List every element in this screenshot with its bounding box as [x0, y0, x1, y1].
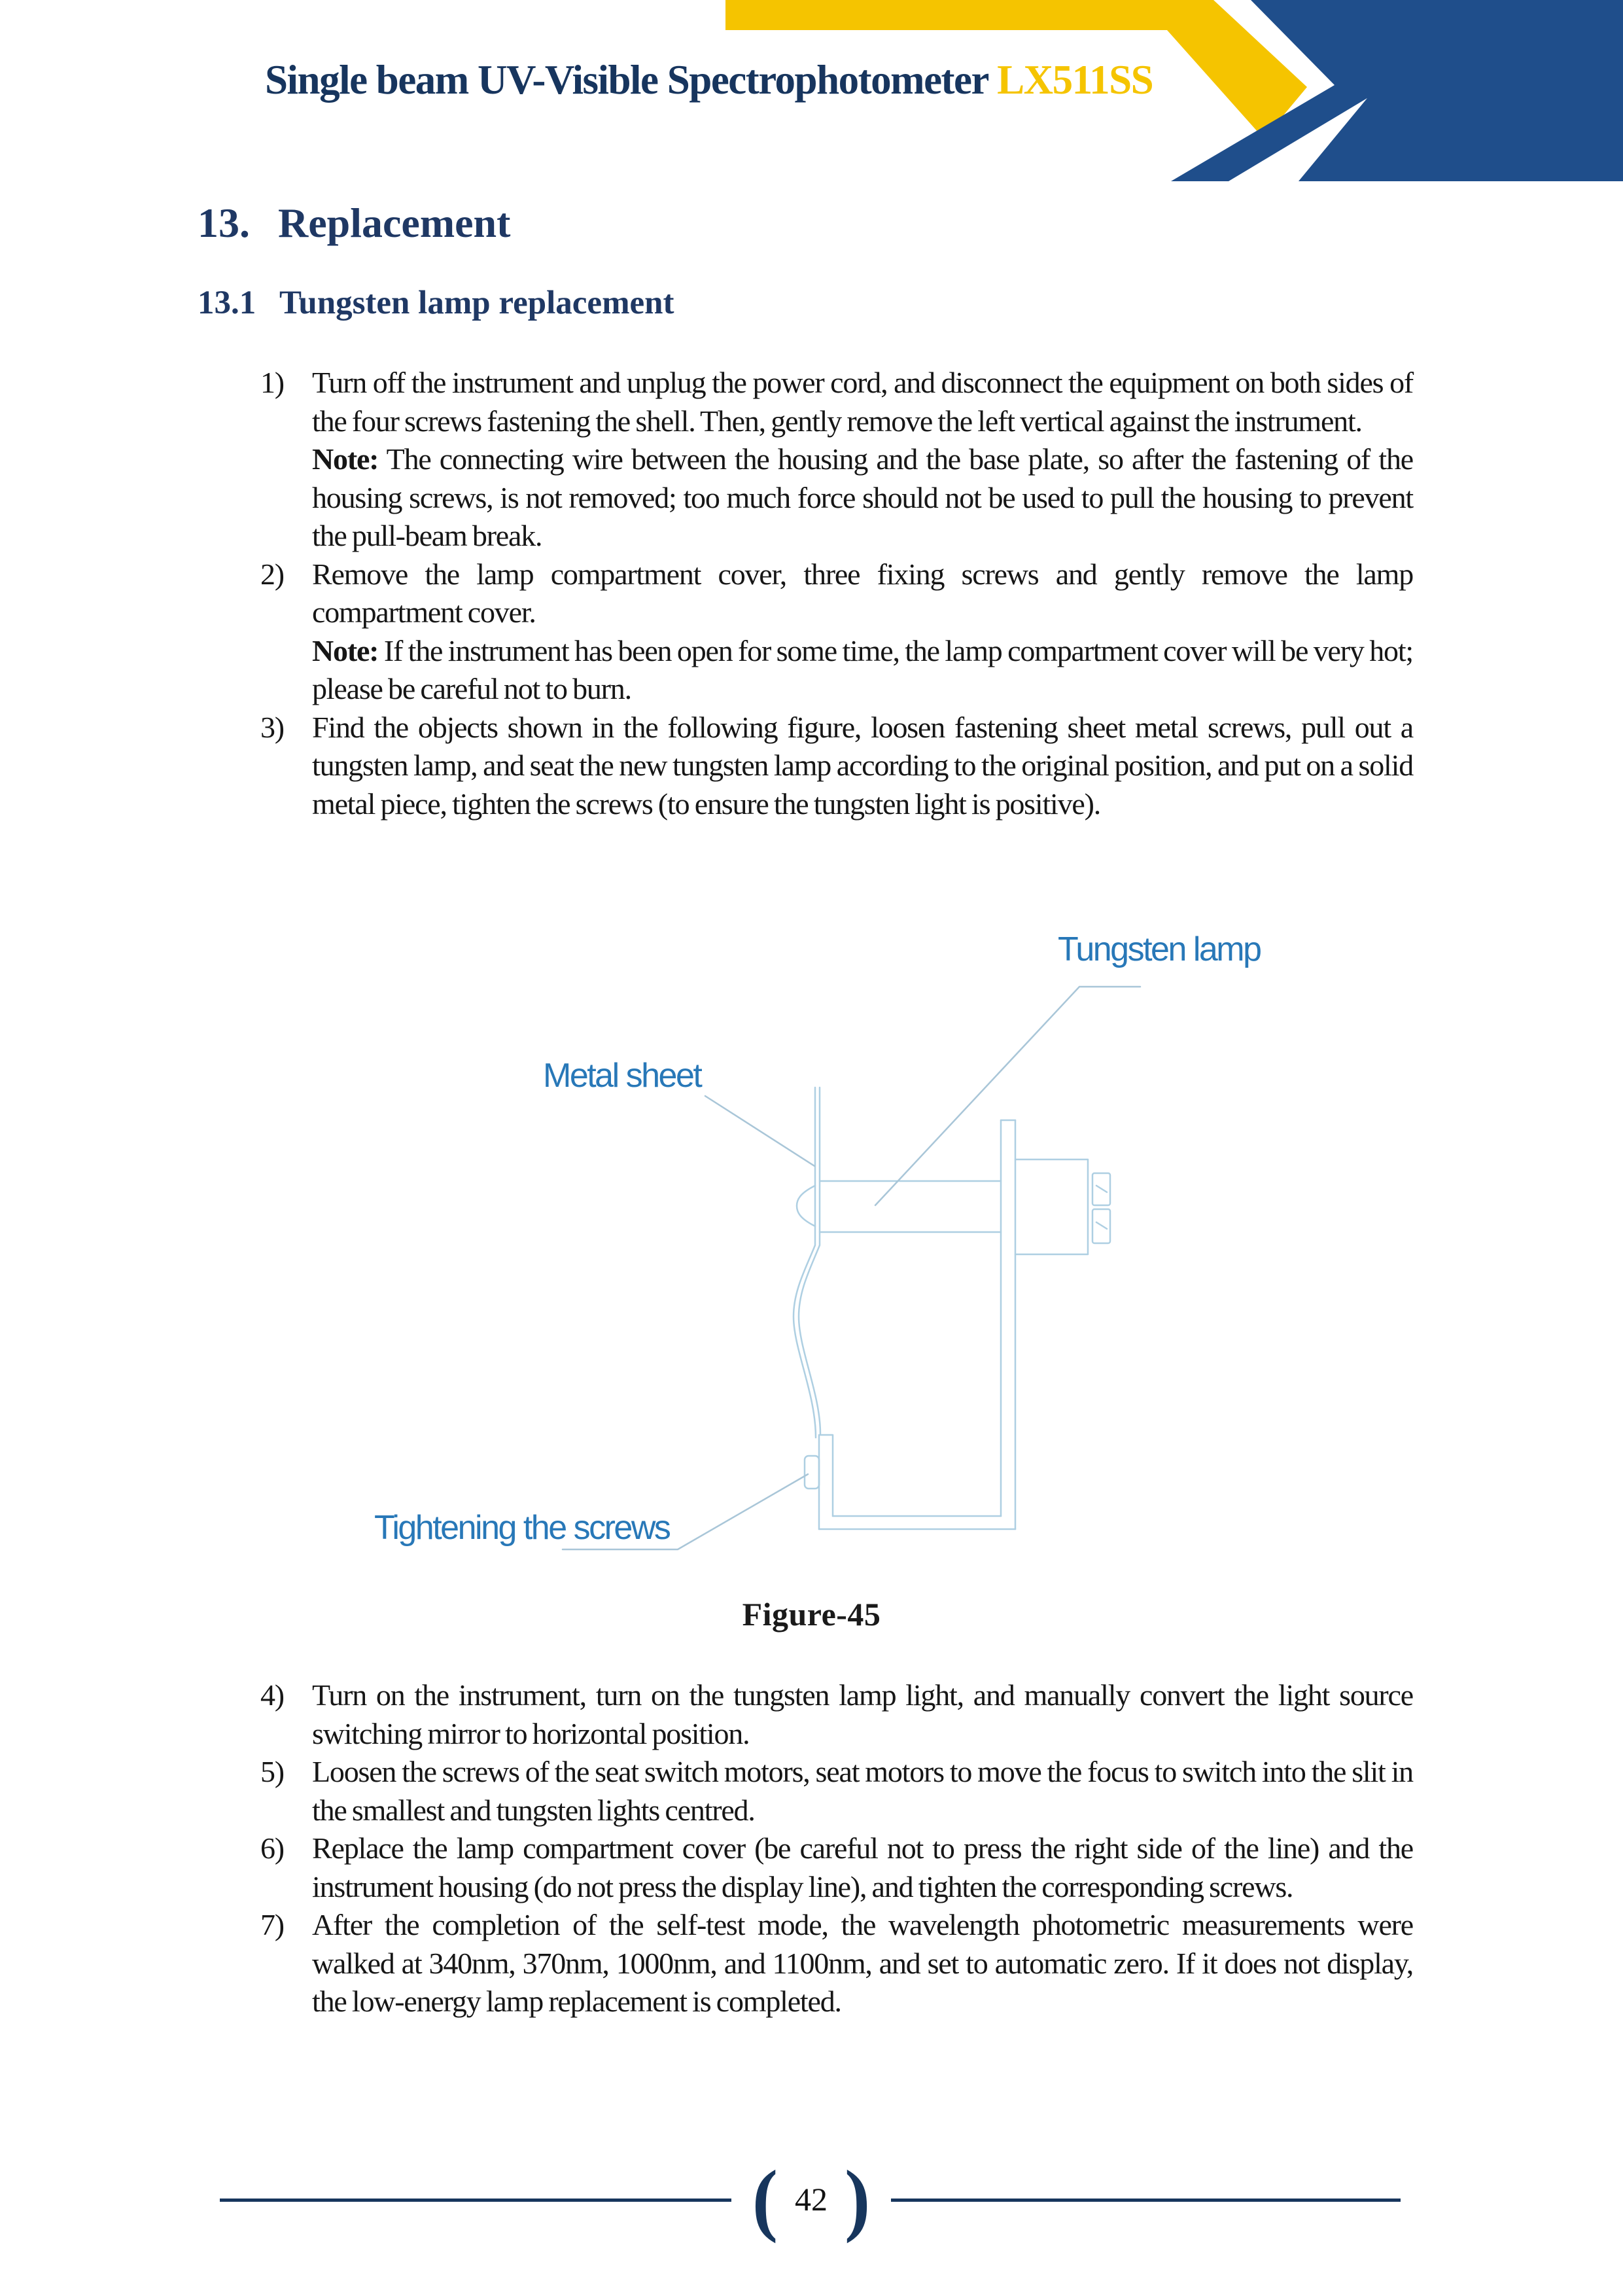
subsection-number: 13.1: [198, 285, 256, 321]
leader-metal-sheet: [705, 1096, 814, 1166]
list-item: [260, 556, 1413, 709]
page-number: 42: [795, 2181, 828, 2217]
list-item-body: [312, 556, 1413, 709]
list-item-marker: 2): [260, 557, 284, 591]
list-item-marker: 5): [260, 1755, 284, 1788]
list-item-marker: 3): [260, 710, 284, 744]
leader-tungsten-lamp: [875, 987, 1140, 1205]
page-number-open-bracket: (: [752, 2153, 778, 2244]
list-item-body: [312, 1753, 1413, 1829]
subsection-heading: [198, 284, 674, 322]
header-banner-decoration: [0, 0, 1623, 222]
list-item: [260, 1753, 1413, 1829]
list-item-note: [312, 632, 1413, 709]
screw-slot-marks: [1096, 1186, 1107, 1229]
note-text: The connecting wire between the housing and the base plate, so after the fastening of the housing screws, is not removed; too much force should not be used to pull the housing to prevent the pull-beam break.: [312, 442, 1413, 552]
metal-sheet-line-inner: [799, 1087, 820, 1434]
figure-label-tungsten-lamp: Tungsten lamp: [1058, 930, 1261, 968]
list-item-text: Replace the lamp compartment cover (be careful not to press the right side of the line) and the instrument housing (do not press the display line), and tighten the corresponding screws.: [312, 1831, 1413, 1903]
list-item-marker: 7): [260, 1908, 284, 1941]
fastening-screw: [805, 1456, 819, 1489]
list-item-text: Remove the lamp compartment cover, three fixing screws and gently remove the lamp compartment cover.: [312, 557, 1413, 629]
socket-screw-upper: [1092, 1173, 1110, 1205]
figure-label-tightening-screws: Tightening the screws: [374, 1509, 670, 1547]
note-label: Note:: [312, 442, 379, 476]
list-item-marker: 6): [260, 1831, 284, 1865]
figure-caption: Figure-45: [742, 1596, 881, 1633]
list-item-body: [312, 364, 1413, 556]
bracket-bottom-step: [819, 1435, 833, 1529]
socket-block: [1015, 1159, 1088, 1254]
list-item: [260, 364, 1413, 556]
socket-screw-lower: [1092, 1209, 1110, 1243]
section-number: 13.: [198, 200, 250, 246]
list-item-body: [312, 709, 1413, 824]
list-item-note: [312, 440, 1413, 556]
list-item-marker: 1): [260, 366, 284, 399]
leader-tightening-screws: [563, 1474, 808, 1549]
header-title: [265, 56, 1153, 104]
list-item: [260, 1906, 1413, 2021]
list-item: [260, 1829, 1413, 1906]
figure-label-metal-sheet: Metal sheet: [543, 1057, 701, 1095]
note-label: Note:: [312, 633, 379, 667]
list-item-marker: 4): [260, 1678, 284, 1712]
figure-drawing: [794, 1087, 1110, 1529]
note-text: If the instrument has been open for some time, the lamp compartment cover will be very hot; please be careful not to burn.: [312, 633, 1413, 705]
list-item-body: [312, 1829, 1413, 1906]
list-item-text: After the completion of the self-test mode, the wavelength photometric measurements were walked at 340nm, 370nm, 1000nm, and 1100nm, and set to automatic zero. If it does not display, the low-energy lamp replacement is completed.: [312, 1908, 1413, 2018]
figure-leader-lines: [563, 987, 1140, 1549]
page-number-close-bracket: ): [845, 2153, 871, 2244]
list-item-body: [312, 1906, 1413, 2021]
lamp-bulb-tip: [797, 1186, 815, 1226]
header-title-model: LX511SS: [997, 57, 1153, 103]
list-item: [260, 709, 1413, 824]
list-item-text: Find the objects shown in the following figure, loosen fastening sheet metal screws, pull out a tungsten lamp, and seat the new tungsten lamp according to the original position, and put on a solid metal piece, tighten the screws (to ensure the tungsten light is positive).: [312, 710, 1413, 821]
procedure-list-upper: [260, 364, 1413, 823]
list-item-text: Loosen the screws of the seat switch motors, seat motors to move the focus to switch into the slit in the smallest and tungsten lights centred.: [312, 1755, 1413, 1827]
section-title: Replacement: [278, 200, 511, 246]
subsection-title: Tungsten lamp replacement: [279, 285, 674, 321]
figure-tungsten-lamp-diagram: [0, 916, 1623, 1636]
list-item-text: Turn on the instrument, turn on the tungsten lamp light, and manually convert the light source switching mirror to horizontal position.: [312, 1678, 1413, 1750]
metal-sheet-line: [794, 1087, 816, 1438]
header-title-main: Single beam UV-Visible Spectrophotometer: [265, 57, 998, 103]
list-item-text: Turn off the instrument and unplug the power cord, and disconnect the equipment on both sides of the four screws fastening the shell. Then, gently remove the left vertical against the instrument.: [312, 366, 1413, 438]
procedure-list-lower: [260, 1676, 1413, 2021]
list-item-body: [312, 1676, 1413, 1753]
list-item: [260, 1676, 1413, 1753]
page-number-badge: [731, 2153, 891, 2244]
section-heading: [198, 199, 510, 247]
